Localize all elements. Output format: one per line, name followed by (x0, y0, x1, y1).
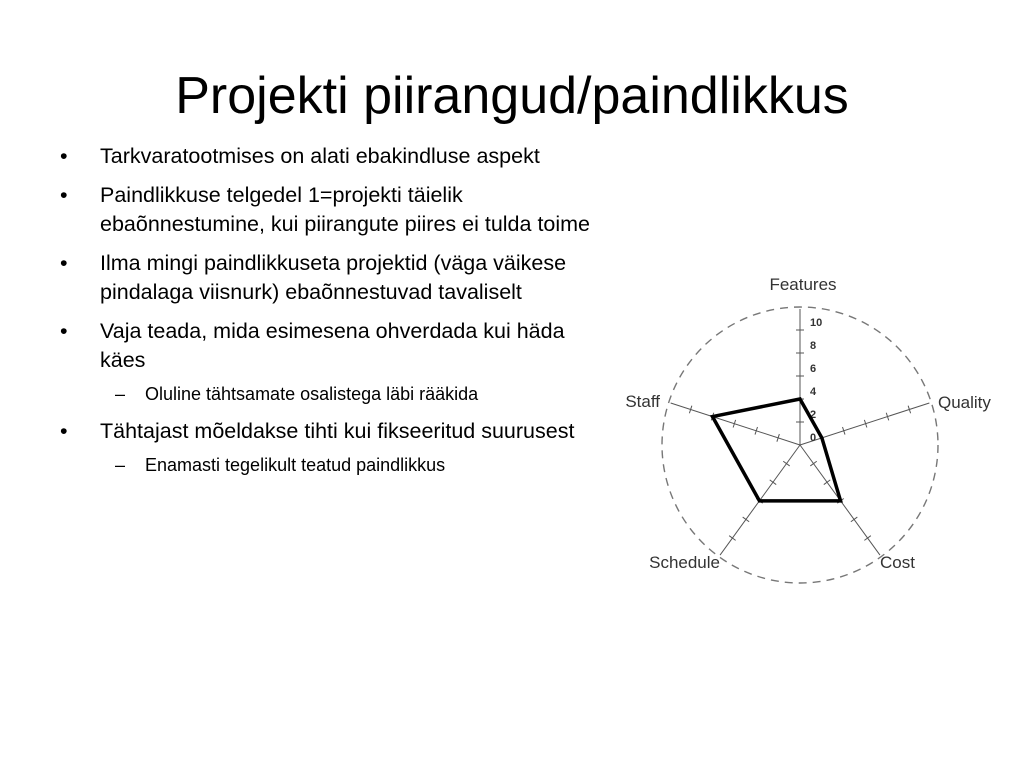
axis-label-cost: Cost (880, 553, 915, 572)
bullet-item (60, 317, 600, 375)
axis-tick (851, 517, 857, 522)
axis-tick (864, 536, 870, 541)
data-point-staff (711, 415, 714, 418)
axis-tick (810, 461, 816, 466)
bullet-marker: • (60, 144, 68, 168)
data-point-features (799, 398, 802, 401)
sub-bullet-item (60, 381, 600, 407)
bullet-item (60, 142, 600, 171)
axis-line-staff (671, 403, 800, 445)
tick-label: 6 (810, 363, 817, 375)
sub-bullet-item (60, 452, 600, 478)
bullet-item (60, 181, 600, 239)
data-point-quality (820, 436, 823, 439)
data-point-schedule (758, 499, 761, 502)
axis-label-quality: Quality (938, 393, 991, 412)
bullet-item (60, 417, 600, 446)
tick-label: 4 (810, 386, 817, 398)
bullet-text: Vaja teada, mida esimesena ohverdada kui häda käes (100, 319, 565, 372)
axis-line-quality (800, 403, 929, 445)
bullet-text: Tarkvaratootmises on alati ebakindluse aspekt (100, 144, 540, 168)
axis-tick (770, 480, 776, 485)
tick-label: 10 (810, 317, 823, 329)
dash-marker: – (115, 384, 126, 404)
axis-tick (783, 461, 789, 466)
data-polygon (713, 399, 841, 501)
bullet-text: Ilma mingi paindlikkuseta projektid (väga väikese pindalaga viisnurk) ebaõnnestuvad tavaliselt (100, 251, 567, 304)
data-point-cost (839, 499, 842, 502)
bullet-marker: • (60, 251, 68, 275)
bullet-marker: • (60, 319, 68, 343)
bullet-text: Oluline tähtsamate osalistega läbi rääkida (145, 384, 479, 404)
axis-label-staff: Staff (625, 392, 660, 411)
axis-tick (824, 480, 830, 485)
axis-tick (729, 536, 735, 541)
bullet-text: Paindlikkuse telgedel 1=projekti täielik ebaõnnestumine, kui piirangute piires ei tulda toime (100, 183, 591, 236)
bullet-list (60, 142, 600, 488)
tick-label: 0 (810, 432, 817, 444)
bullet-text: Enamasti tegelikult teatud paindlikkus (145, 455, 446, 475)
axis-label-features: Features (769, 275, 837, 294)
bullet-text: Tähtajast mõeldakse tihti kui fikseeritud suurusest (100, 419, 575, 443)
tick-label: 8 (810, 340, 817, 352)
tick-label: 2 (810, 409, 817, 421)
axis-label-schedule: Schedule (649, 553, 720, 572)
bullet-marker: • (60, 419, 68, 443)
dash-marker: – (115, 455, 126, 475)
axis-tick (743, 517, 749, 522)
radar-chart (600, 255, 1020, 585)
slide-title: Projekti piirangud/paindlikkus (175, 67, 849, 125)
bullet-marker: • (60, 183, 68, 207)
bullet-item (60, 249, 600, 307)
